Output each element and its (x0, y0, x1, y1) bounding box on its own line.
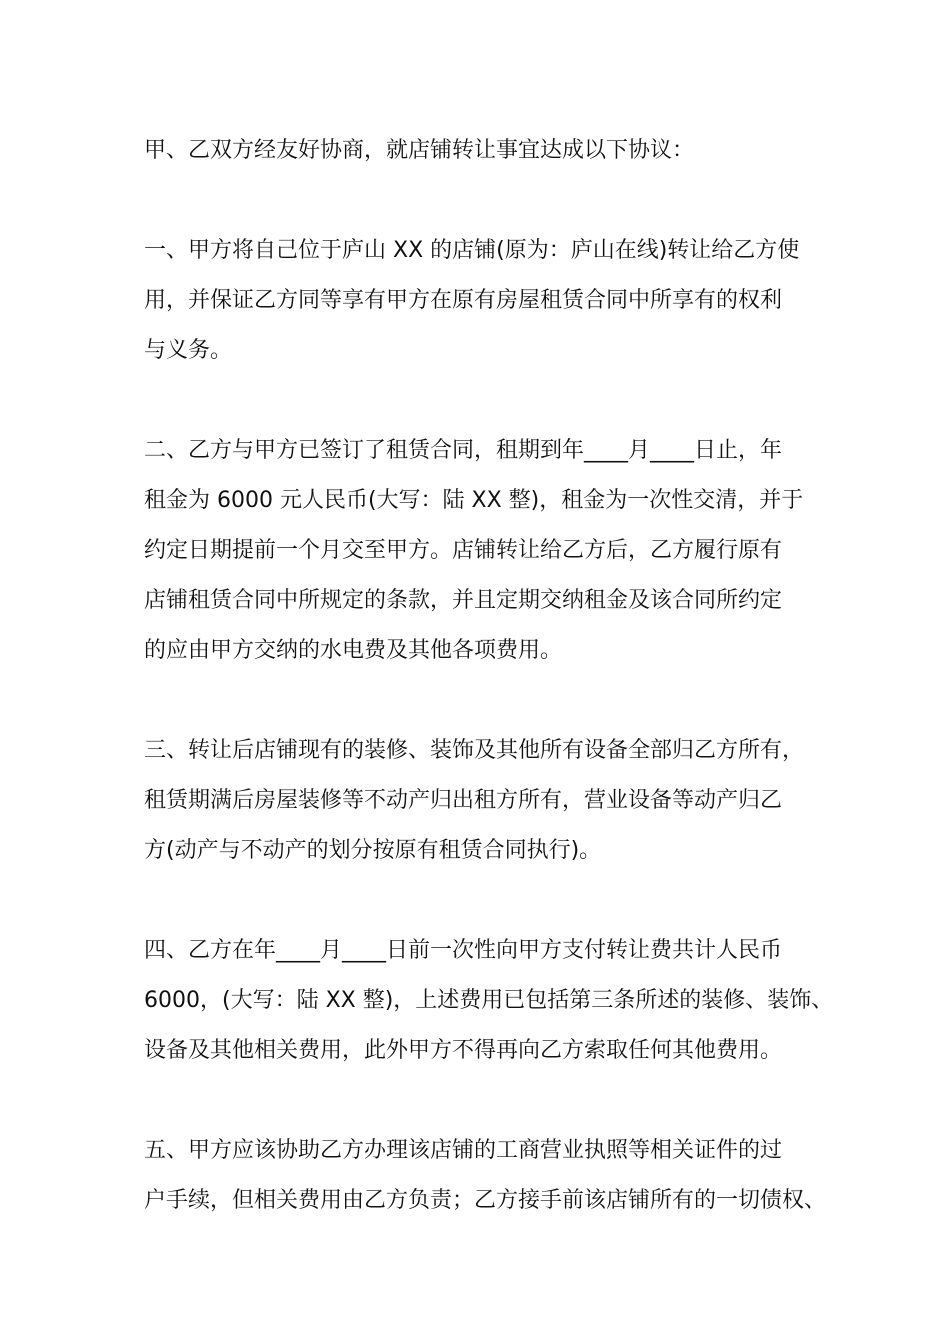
clause-5 (144, 1126, 827, 1226)
clause-line: 店铺租赁合同中所规定的条款，并且定期交纳租金及该合同所约定 (144, 588, 783, 613)
clause-line: 二、乙方与甲方已签订了租赁合同，租期到年____月____日止，年 (144, 438, 783, 463)
clause-line: 户手续，但相关费用由乙方负责；乙方接手前该店铺所有的一切债权、 (144, 1188, 827, 1213)
clause-line: 一、甲方将自己位于庐山 XX 的店铺(原为：庐山在线)转让给乙方使 (144, 238, 800, 263)
clause-line: 约定日期提前一个月交至甲方。店铺转让给乙方后，乙方履行原有 (144, 538, 783, 563)
clause-line: 设备及其他相关费用，此外甲方不得再向乙方索取任何其他费用。 (144, 1038, 783, 1063)
agreement-intro (144, 126, 824, 176)
clause-3 (144, 726, 824, 876)
clause-line: 租赁期满后房屋装修等不动产归出租方所有，营业设备等动产归乙 (144, 788, 783, 813)
clause-1 (144, 226, 824, 376)
clause-line: 租金为 6000 元人民币(大写：陆 XX 整)，租金为一次性交清，并于 (144, 488, 804, 513)
clause-line: 五、甲方应该协助乙方办理该店铺的工商营业执照等相关证件的过 (144, 1138, 783, 1163)
clause-4 (144, 926, 834, 1076)
clause-line: 三、转让后店铺现有的装修、装饰及其他所有设备全部归乙方所有， (144, 738, 805, 763)
document-page (144, 126, 834, 1276)
clause-line: 的应由甲方交纳的水电费及其他各项费用。 (144, 638, 563, 663)
clause-line: 6000，(大写：陆 XX 整)，上述费用已包括第三条所述的装修、装饰、 (144, 988, 834, 1013)
clause-line: 用，并保证乙方同等享有甲方在原有房屋租赁合同中所享有的权利 (144, 288, 783, 313)
clause-2 (144, 426, 824, 676)
clause-line: 四、乙方在年____月____日前一次性向甲方支付转让费共计人民币 (144, 938, 783, 963)
intro-line: 甲、乙双方经友好协商，就店铺转让事宜达成以下协议： (144, 138, 695, 163)
clause-line: 与义务。 (144, 338, 233, 363)
clause-line: 方(动产与不动产的划分按原有租赁合同执行)。 (144, 838, 602, 863)
